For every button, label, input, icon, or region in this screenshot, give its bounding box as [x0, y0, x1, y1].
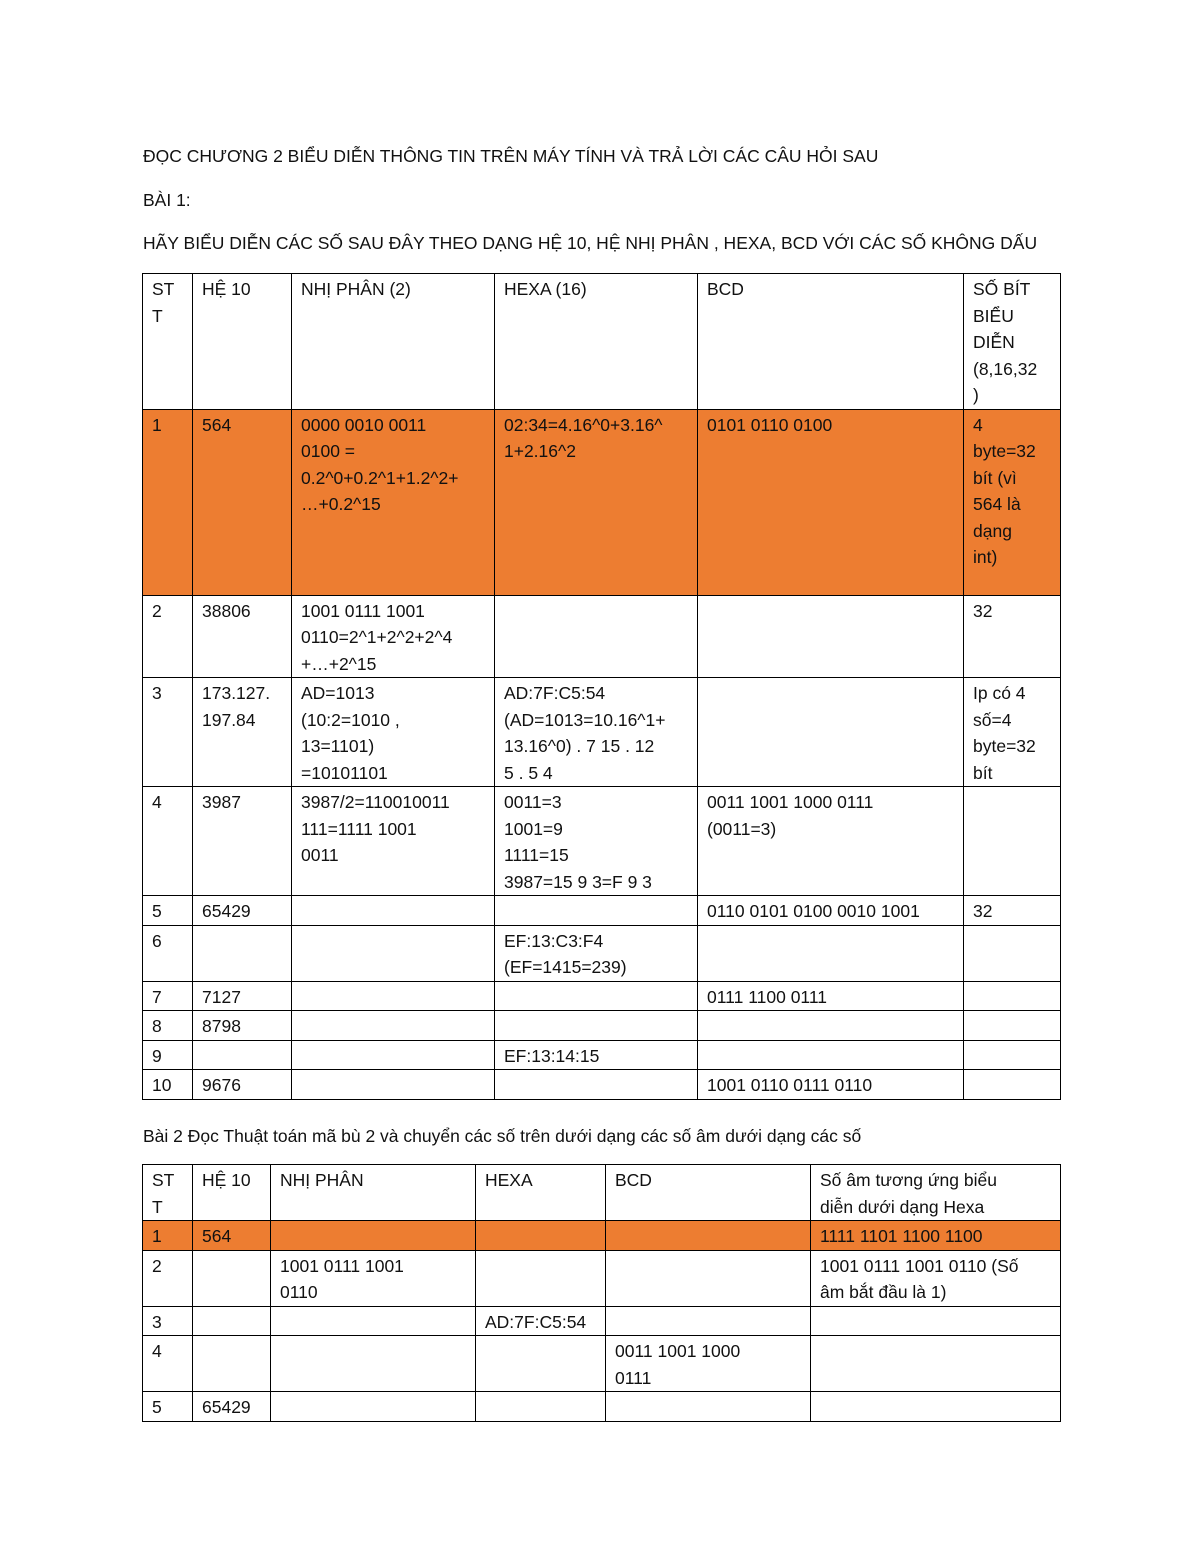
- table-cell: [271, 1392, 476, 1422]
- table-cell: 3: [143, 678, 193, 787]
- table-cell: 65429: [193, 896, 292, 926]
- table-cell: [193, 1250, 271, 1306]
- table-cell: 6: [143, 925, 193, 981]
- table-cell: 5: [143, 896, 193, 926]
- table-cell: 0011 1001 1000 0111 (0011=3): [698, 787, 964, 896]
- column-header: HEXA: [476, 1165, 606, 1221]
- column-header: NHỊ PHÂN (2): [292, 274, 495, 410]
- table-row: [143, 896, 1061, 926]
- table-cell: 02:34=4.16^0+3.16^ 1+2.16^2: [495, 409, 698, 595]
- table-cell: [292, 1011, 495, 1041]
- table-cell: [193, 1040, 292, 1070]
- table-cell: [476, 1392, 606, 1422]
- table-cell: [698, 595, 964, 678]
- table-row: [143, 678, 1061, 787]
- table-cell: 32: [964, 595, 1061, 678]
- table-cell: 0110 0101 0100 0010 1001: [698, 896, 964, 926]
- exercise-1-label: BÀI 1:: [143, 190, 191, 210]
- table-cell: [606, 1392, 811, 1422]
- column-header: HỆ 10: [193, 274, 292, 410]
- table-cell: [495, 595, 698, 678]
- table-row: [143, 1336, 1061, 1392]
- column-header: HỆ 10: [193, 1165, 271, 1221]
- column-header: NHỊ PHÂN: [271, 1165, 476, 1221]
- table-row: [143, 595, 1061, 678]
- table-cell: [476, 1336, 606, 1392]
- table-cell: 7127: [193, 981, 292, 1011]
- column-header: Số âm tương ứng biểu diễn dưới dạng Hexa: [811, 1165, 1061, 1221]
- column-header: ST T: [143, 274, 193, 410]
- table-cell: [495, 1011, 698, 1041]
- table-cell: 4: [143, 1336, 193, 1392]
- column-header: BCD: [698, 274, 964, 410]
- table-cell: [964, 1040, 1061, 1070]
- table-row: [143, 925, 1061, 981]
- column-header: BCD: [606, 1165, 811, 1221]
- table-cell: 2: [143, 1250, 193, 1306]
- table-cell: 3987/2=110010011 111=1111 1001 0011: [292, 787, 495, 896]
- table-cell: [495, 1070, 698, 1100]
- table-cell: 564: [193, 1221, 271, 1251]
- table-cell: [698, 678, 964, 787]
- table-cell: [964, 925, 1061, 981]
- table-cell: EF:13:C3:F4 (EF=1415=239): [495, 925, 698, 981]
- page-heading: ĐỌC CHƯƠNG 2 BIỂU DIỄN THÔNG TIN TRÊN MÁY TÍNH VÀ TRẢ LỜI CÁC CÂU HỎI SAU: [143, 146, 879, 166]
- table-cell: 32: [964, 896, 1061, 926]
- table-cell: Ip có 4 số=4 byte=32 bít: [964, 678, 1061, 787]
- table-cell: [811, 1392, 1061, 1422]
- table-cell: [698, 925, 964, 981]
- table-cell: 3987: [193, 787, 292, 896]
- table-cell: EF:13:14:15: [495, 1040, 698, 1070]
- exercise-2-instruction: Bài 2 Đọc Thuật toán mã bù 2 và chuyển các số trên dưới dạng các số âm dưới dạng các số: [143, 1126, 862, 1146]
- table-cell: [193, 1336, 271, 1392]
- table-cell: 7: [143, 981, 193, 1011]
- table-cell: [606, 1306, 811, 1336]
- table-row: [143, 787, 1061, 896]
- table-cell: [964, 981, 1061, 1011]
- table-cell: [811, 1306, 1061, 1336]
- table-cell: 4 byte=32 bít (vì 564 là dạng int): [964, 409, 1061, 595]
- table-cell: 564: [193, 409, 292, 595]
- table-row: [143, 981, 1061, 1011]
- table-cell: [495, 981, 698, 1011]
- table-header-row: [143, 1165, 1061, 1221]
- table-cell: 1001 0111 1001 0110=2^1+2^2+2^4 +…+2^15: [292, 595, 495, 678]
- table-cell: [964, 1070, 1061, 1100]
- table-cell: 38806: [193, 595, 292, 678]
- table-row: [143, 1250, 1061, 1306]
- table-cell: [964, 787, 1061, 896]
- table-cell: 9676: [193, 1070, 292, 1100]
- table-cell: [698, 1011, 964, 1041]
- table-cell: 0111 1100 0111: [698, 981, 964, 1011]
- table-cell: [193, 1306, 271, 1336]
- column-header: SỐ BÍT BIỂU DIỄN (8,16,32 ): [964, 274, 1061, 410]
- table-cell: [495, 896, 698, 926]
- table-cell: [698, 1040, 964, 1070]
- table-cell: 9: [143, 1040, 193, 1070]
- table-cell: [476, 1221, 606, 1251]
- table-cell: 0000 0010 0011 0100 = 0.2^0+0.2^1+1.2^2+ …+0.2^15: [292, 409, 495, 595]
- table-row: [143, 1070, 1061, 1100]
- table-cell: [964, 1011, 1061, 1041]
- table-row: [143, 409, 1061, 595]
- table-cell: [292, 925, 495, 981]
- table-cell: 1111 1101 1100 1100: [811, 1221, 1061, 1251]
- table-cell: 65429: [193, 1392, 271, 1422]
- column-header: STT: [143, 1165, 193, 1221]
- table-cell: [271, 1306, 476, 1336]
- table-cell: 0011 1001 1000 0111: [606, 1336, 811, 1392]
- table-cell: 1001 0111 1001 0110: [271, 1250, 476, 1306]
- table-row: [143, 1306, 1061, 1336]
- table-cell: [292, 896, 495, 926]
- table-cell: 1: [143, 1221, 193, 1251]
- table-cell: [193, 925, 292, 981]
- table-cell: AD:7F:C5:54 (AD=1013=10.16^1+ 13.16^0) . 7 15 . 12 5 . 5 4: [495, 678, 698, 787]
- table-cell: [476, 1250, 606, 1306]
- table-cell: 10: [143, 1070, 193, 1100]
- table-cell: 5: [143, 1392, 193, 1422]
- table-cell: [811, 1336, 1061, 1392]
- table-cell: 4: [143, 787, 193, 896]
- table-cell: AD=1013 (10:2=1010 , 13=1101) =10101101: [292, 678, 495, 787]
- exercise-1-instruction: HÃY BIỂU DIỄN CÁC SỐ SAU ĐÂY THEO DẠNG HỆ 10, HỆ NHỊ PHÂN , HEXA, BCD VỚI CÁC SỐ KHÔNG DẤU: [143, 233, 1038, 253]
- table-cell: [292, 1070, 495, 1100]
- table-cell: 1: [143, 409, 193, 595]
- table-cell: 0011=3 1001=9 1111=15 3987=15 9 3=F 9 3: [495, 787, 698, 896]
- exercise-2-table: [142, 1164, 1061, 1422]
- table-header-row: [143, 274, 1061, 410]
- table-cell: [271, 1221, 476, 1251]
- table-cell: AD:7F:C5:54: [476, 1306, 606, 1336]
- table-cell: 1001 0110 0111 0110: [698, 1070, 964, 1100]
- table-cell: [606, 1221, 811, 1251]
- table-cell: [292, 1040, 495, 1070]
- table-cell: 0101 0110 0100: [698, 409, 964, 595]
- column-header: HEXA (16): [495, 274, 698, 410]
- table-cell: [606, 1250, 811, 1306]
- exercise-1-table: [142, 273, 1061, 1100]
- table-cell: [271, 1336, 476, 1392]
- table-cell: 1001 0111 1001 0110 (Số âm bắt đầu là 1): [811, 1250, 1061, 1306]
- table-cell: 8: [143, 1011, 193, 1041]
- table-row: [143, 1040, 1061, 1070]
- table-cell: 173.127. 197.84: [193, 678, 292, 787]
- table-row: [143, 1392, 1061, 1422]
- table-row: [143, 1011, 1061, 1041]
- table-cell: [292, 981, 495, 1011]
- table-cell: 3: [143, 1306, 193, 1336]
- table-cell: 8798: [193, 1011, 292, 1041]
- table-row: [143, 1221, 1061, 1251]
- table-cell: 2: [143, 595, 193, 678]
